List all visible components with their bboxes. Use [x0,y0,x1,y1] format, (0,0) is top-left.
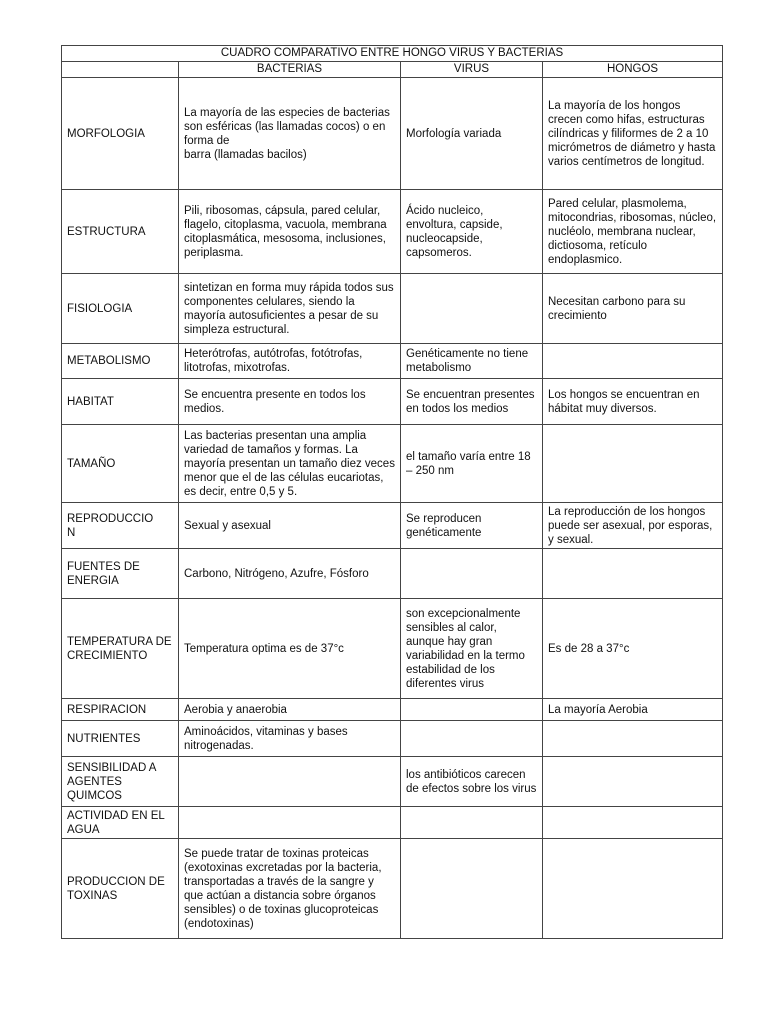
table-row [62,721,723,757]
cell-bacterias: Se puede tratar de toxinas proteicas (exotoxinas excretadas por la bacteria, transportadas a través de la sangre y que actúan a distancia sobre órganos sensibles) o de toxinas glucoproteicas (endotoxinas) [179,839,401,939]
cell-hongos [543,344,723,379]
table-row [62,379,723,425]
row-label-fuentes-energia: FUENTES DE ENERGIA [62,549,179,599]
table-row [62,190,723,274]
row-label-sensibilidad: SENSIBILIDAD A AGENTES QUIMCOS [62,757,179,807]
row-label-temperatura: TEMPERATURA DE CRECIMIENTO [62,599,179,699]
cell-bacterias: Se encuentra presente en todos los medios. [179,379,401,425]
row-label-respiracion: RESPIRACION [62,699,179,721]
cell-virus [401,549,543,599]
table-row [62,699,723,721]
cell-hongos [543,839,723,939]
cell-bacterias: Aminoácidos, vitaminas y bases nitrogenadas. [179,721,401,757]
table-row [62,839,723,939]
cell-virus [401,274,543,344]
document-page [61,45,722,939]
cell-virus: el tamaño varía entre 18 – 250 nm [401,425,543,503]
cell-hongos: Los hongos se encuentran en hábitat muy diversos. [543,379,723,425]
cell-virus: Genéticamente no tiene metabolismo [401,344,543,379]
cell-virus: Se encuentran presentes en todos los medios [401,379,543,425]
table-row [62,503,723,549]
cell-hongos [543,807,723,839]
cell-hongos [543,549,723,599]
table-row [62,807,723,839]
row-label-actividad-agua: ACTIVIDAD EN EL AGUA [62,807,179,839]
row-label-nutrientes: NUTRIENTES [62,721,179,757]
header-virus: VIRUS [401,62,543,78]
cell-virus [401,699,543,721]
row-label-tamano: TAMAÑO [62,425,179,503]
header-cell-empty [62,62,179,78]
cell-bacterias: La mayoría de las especies de bacterias son esféricas (las llamadas cocos) o en forma de barra (llamadas bacilos) [179,78,401,190]
cell-virus [401,839,543,939]
row-label-estructura: ESTRUCTURA [62,190,179,274]
cell-hongos [543,757,723,807]
cell-virus: Ácido nucleico, envoltura, capside, nucleocapside, capsomeros. [401,190,543,274]
table-row [62,78,723,190]
cell-bacterias [179,757,401,807]
table-row [62,274,723,344]
cell-virus: Se reproducen genéticamente [401,503,543,549]
cell-bacterias: Las bacterias presentan una amplia variedad de tamaños y formas. La mayoría presentan un tamaño diez veces menor que el de las células eucariotas, es decir, entre 0,5 y 5. [179,425,401,503]
row-label-fisiologia: FISIOLOGIA [62,274,179,344]
row-label-metabolismo: METABOLISMO [62,344,179,379]
cell-bacterias: Aerobia y anaerobia [179,699,401,721]
row-label-produccion-toxinas: PRODUCCION DE TOXINAS [62,839,179,939]
cell-bacterias: sintetizan en forma muy rápida todos sus componentes celulares, siendo la mayoría autosuficientes a pesar de su simpleza estructural. [179,274,401,344]
row-label-morfologia: MORFOLOGIA [62,78,179,190]
cell-bacterias [179,807,401,839]
table-title: CUADRO COMPARATIVO ENTRE HONGO VIRUS Y BACTERIAS [62,46,723,62]
table-row [62,757,723,807]
cell-bacterias: Temperatura optima es de 37°c [179,599,401,699]
table-row [62,425,723,503]
cell-hongos: La mayoría de los hongos crecen como hifas, estructuras cilíndricas y filiformes de 2 a 10 micrómetros de diámetro y hasta varios centímetros de longitud. [543,78,723,190]
cell-hongos: La mayoría Aerobia [543,699,723,721]
cell-hongos [543,721,723,757]
cell-bacterias: Heterótrofas, autótrofas, fotótrofas, litotrofas, mixotrofas. [179,344,401,379]
cell-hongos: Es de 28 a 37°c [543,599,723,699]
row-label-habitat: HABITAT [62,379,179,425]
cell-bacterias: Sexual y asexual [179,503,401,549]
cell-virus: Morfología variada [401,78,543,190]
cell-virus: son excepcionalmente sensibles al calor, aunque hay gran variabilidad en la termo estabilidad de los diferentes virus [401,599,543,699]
cell-virus [401,807,543,839]
cell-hongos: Necesitan carbono para su crecimiento [543,274,723,344]
cell-hongos: Pared celular, plasmolema, mitocondrias, ribosomas, núcleo, nucléolo, membrana nuclear, dictiosoma, retículo endoplasmico. [543,190,723,274]
row-label-reproduccion: REPRODUCCIO N [62,503,179,549]
cell-bacterias: Pili, ribosomas, cápsula, pared celular, flagelo, citoplasma, vacuola, membrana citoplasmática, mesosoma, inclusiones, periplasma. [179,190,401,274]
cell-bacterias: Carbono, Nitrógeno, Azufre, Fósforo [179,549,401,599]
header-row [62,62,723,78]
cell-hongos [543,425,723,503]
header-bacterias: BACTERIAS [179,62,401,78]
comparison-table [61,45,723,939]
table-row [62,599,723,699]
cell-virus: los antibióticos carecen de efectos sobre los virus [401,757,543,807]
title-row [62,46,723,62]
header-hongos: HONGOS [543,62,723,78]
cell-hongos: La reproducción de los hongos puede ser asexual, por esporas, y sexual. [543,503,723,549]
table-row [62,549,723,599]
cell-virus [401,721,543,757]
table-row [62,344,723,379]
